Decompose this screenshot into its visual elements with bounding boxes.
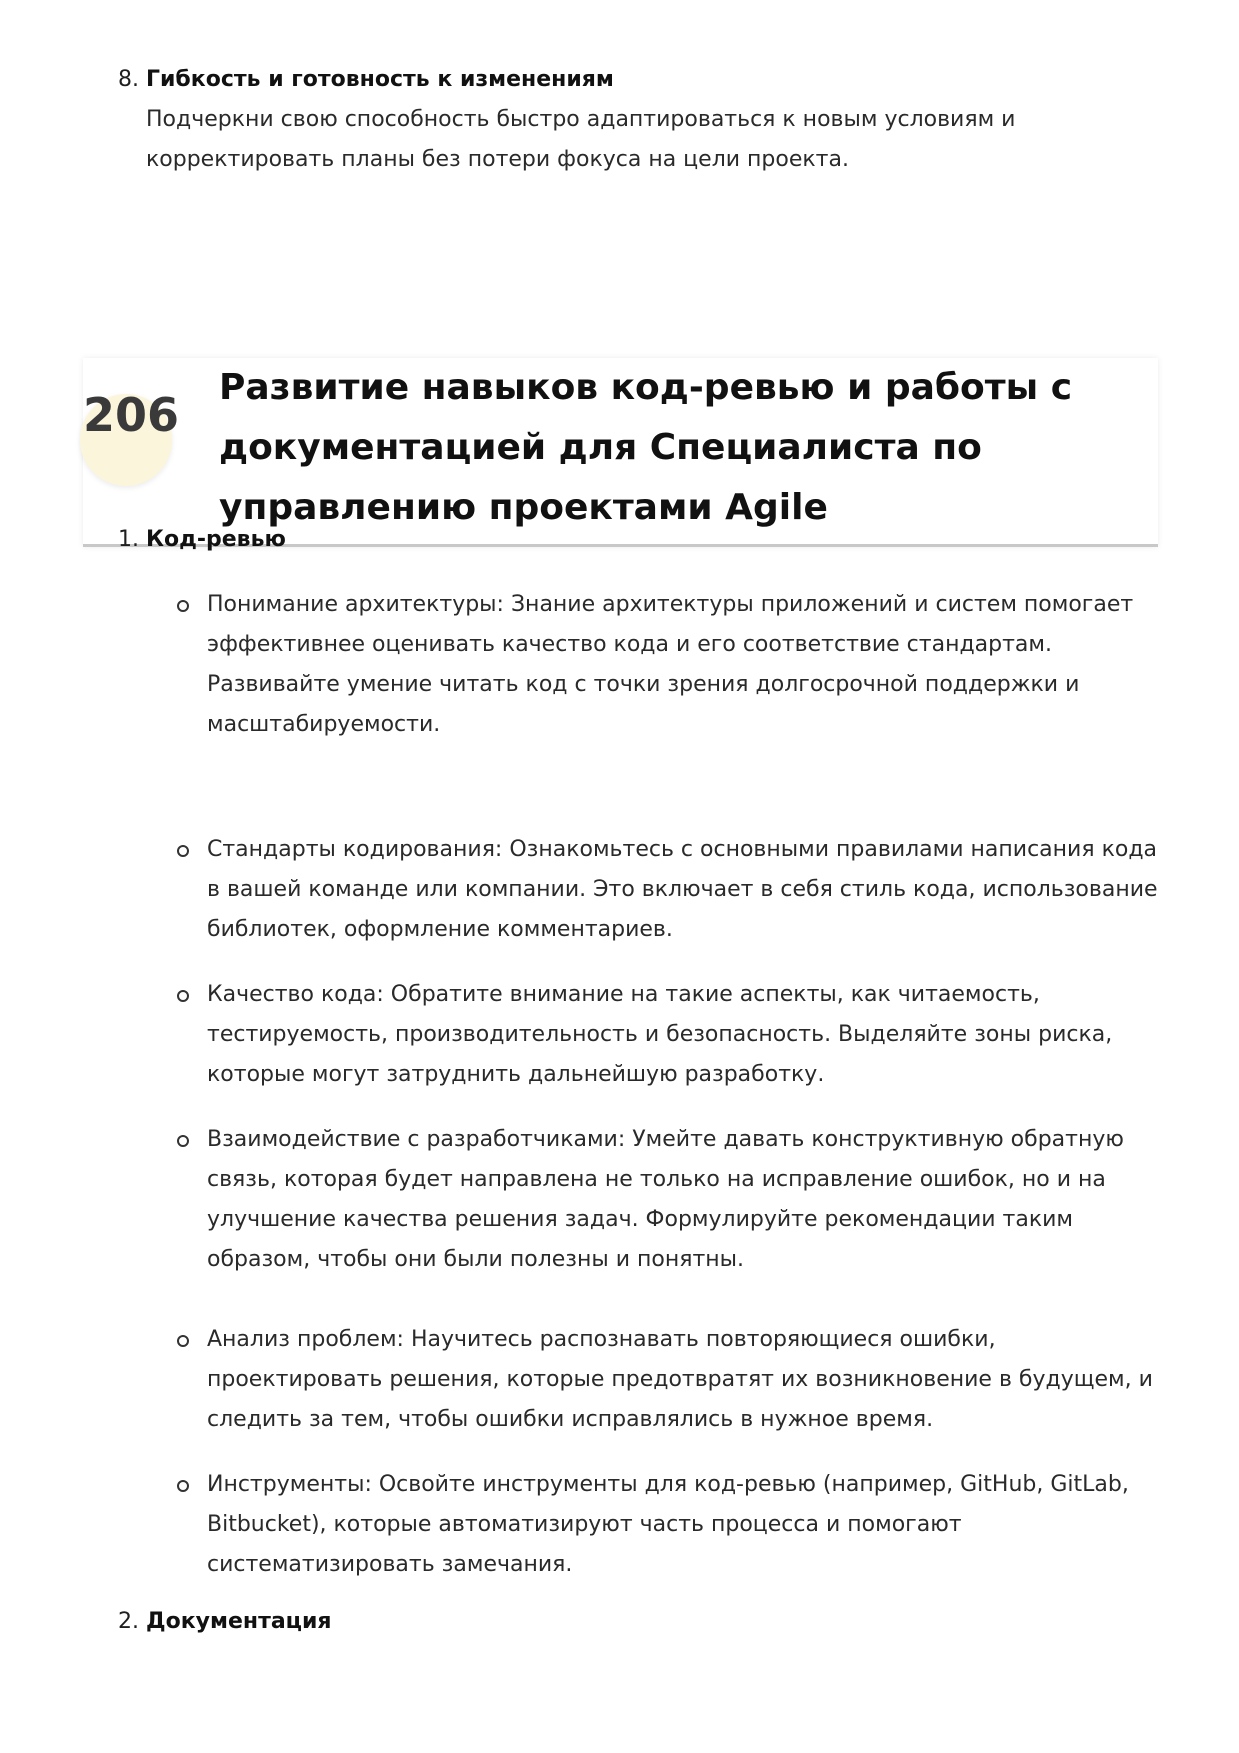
list-item-description: Подчеркни свою способность быстро адаптироваться к новым условиям и корректировать планы без потери фокуса на цели проекта.	[146, 107, 1016, 172]
section-number: 2.	[118, 1609, 139, 1634]
circle-bullet-icon	[177, 1135, 189, 1147]
bullet-text: Инструменты: Освойте инструменты для код-ревью (например, GitHub, GitLab, Bitbucket), которые автоматизируют часть процесса и помогают систематизировать замечания.	[207, 1472, 1129, 1577]
section-title: Код-ревью	[146, 527, 286, 552]
section-number: 1.	[118, 527, 139, 552]
circle-bullet-icon	[177, 1335, 189, 1347]
section-title: Документация	[146, 1609, 332, 1634]
chapter-number: 206	[83, 388, 180, 442]
chapter-title: Развитие навыков код-ревью и работы с документацией для Специалиста по управлению проектами Agile	[219, 367, 1073, 528]
bullet-text: Стандарты кодирования: Ознакомьтесь с основными правилами написания кода в вашей команде или компании. Это включает в себя стиль кода, использование библиотек, оформление комментариев.	[207, 837, 1158, 942]
chapter-header	[83, 358, 1158, 547]
list-item-title: Гибкость и готовность к изменениям	[146, 67, 614, 92]
circle-bullet-icon	[177, 1480, 189, 1492]
circle-bullet-icon	[177, 990, 189, 1002]
bullet-text: Качество кода: Обратите внимание на такие аспекты, как читаемость, тестируемость, производительность и безопасность. Выделяйте зоны риска, которые могут затруднить дальнейшую разработку.	[207, 982, 1113, 1087]
list-item-number: 8.	[118, 67, 139, 92]
bullet-text: Взаимодействие с разработчиками: Умейте давать конструктивную обратную связь, которая будет направлена не только на исправление ошибок, но и на улучшение качества решения задач. Формулируйте рекомендации таким образом, чтобы они были полезны и понятны.	[207, 1127, 1124, 1272]
bullet-text: Понимание архитектуры: Знание архитектуры приложений и систем помогает эффективнее оценивать качество кода и его соответствие стандартам. Развивайте умение читать код с точки зрения долгосрочной поддержки и масштабируемости.	[207, 592, 1134, 737]
bullet-text: Анализ проблем: Научитесь распознавать повторяющиеся ошибки, проектировать решения, которые предотвратят их возникновение в будущем, и следить за тем, чтобы ошибки исправлялись в нужное время.	[207, 1327, 1153, 1432]
circle-bullet-icon	[177, 845, 189, 857]
circle-bullet-icon	[177, 600, 189, 612]
